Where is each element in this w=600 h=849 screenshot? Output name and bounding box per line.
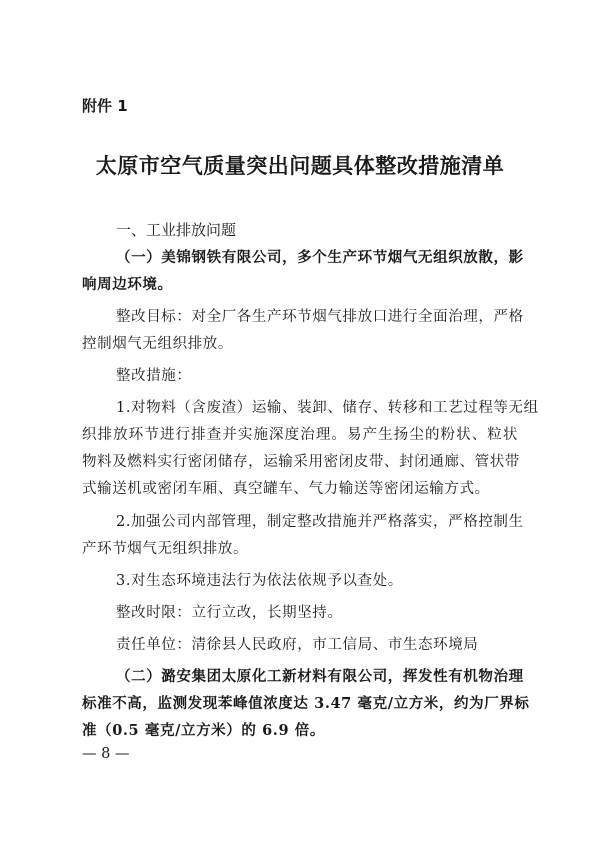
paragraph-line: 3.对生态环境违法行为依法依规予以查处。 [116,573,403,589]
paragraph-line: （一）美锦钢铁有限公司，多个生产环节烟气无组织放散，影 [116,249,524,266]
paragraph-line: 响周边环境。 [82,276,173,293]
paragraph-line: 标准不高，监测发现苯峰值浓度达 3.47 毫克/立方米，约为厂界标 [82,695,530,712]
paragraph-line: 产环节烟气无组织排放。 [82,541,249,557]
paragraph-line: 织排放环节进行排查并实施深度治理。易产生扬尘的粉状、粒状 [82,427,518,443]
paragraph-line: 1.对物料（含废渣）运输、装卸、储存、转移和工艺过程等无组 [116,400,539,416]
paragraph-line: 2.加强公司内部管理，制定整改措施并严格落实，严格控制生 [116,514,524,530]
paragraph-line: 式输送机或密闭车厢、真空罐车、气力输送等密闭运输方式。 [82,481,490,497]
paragraph-line: （二）潞安集团太原化工新材料有限公司，挥发性有机物治理 [116,668,524,685]
paragraph-line: 物料及燃料实行密闭储存，运输采用密闭皮带、封闭通廊、管状带 [82,454,520,470]
paragraph-line: 整改措施： [116,368,192,384]
attachment-label: 附件 1 [82,97,128,115]
paragraph-line: 准（0.5 毫克/立方米）的 6.9 倍。 [82,722,325,739]
paragraph-line: 责任单位：清徐县人民政府，市工信局、市生态环境局 [116,637,479,653]
page-title: 太原市空气质量突出问题具体整改措施清单 [95,153,505,178]
section-heading: 一、工业排放问题 [116,221,237,239]
paragraph-line: 整改时限：立行立改，长期坚持。 [116,605,343,621]
paragraph-line: 控制烟气无组织排放。 [82,336,233,352]
paragraph-line: 整改目标：对全厂各生产环节烟气排放口进行全面治理，严格 [116,309,524,325]
page-number: — 8 — [82,746,130,762]
